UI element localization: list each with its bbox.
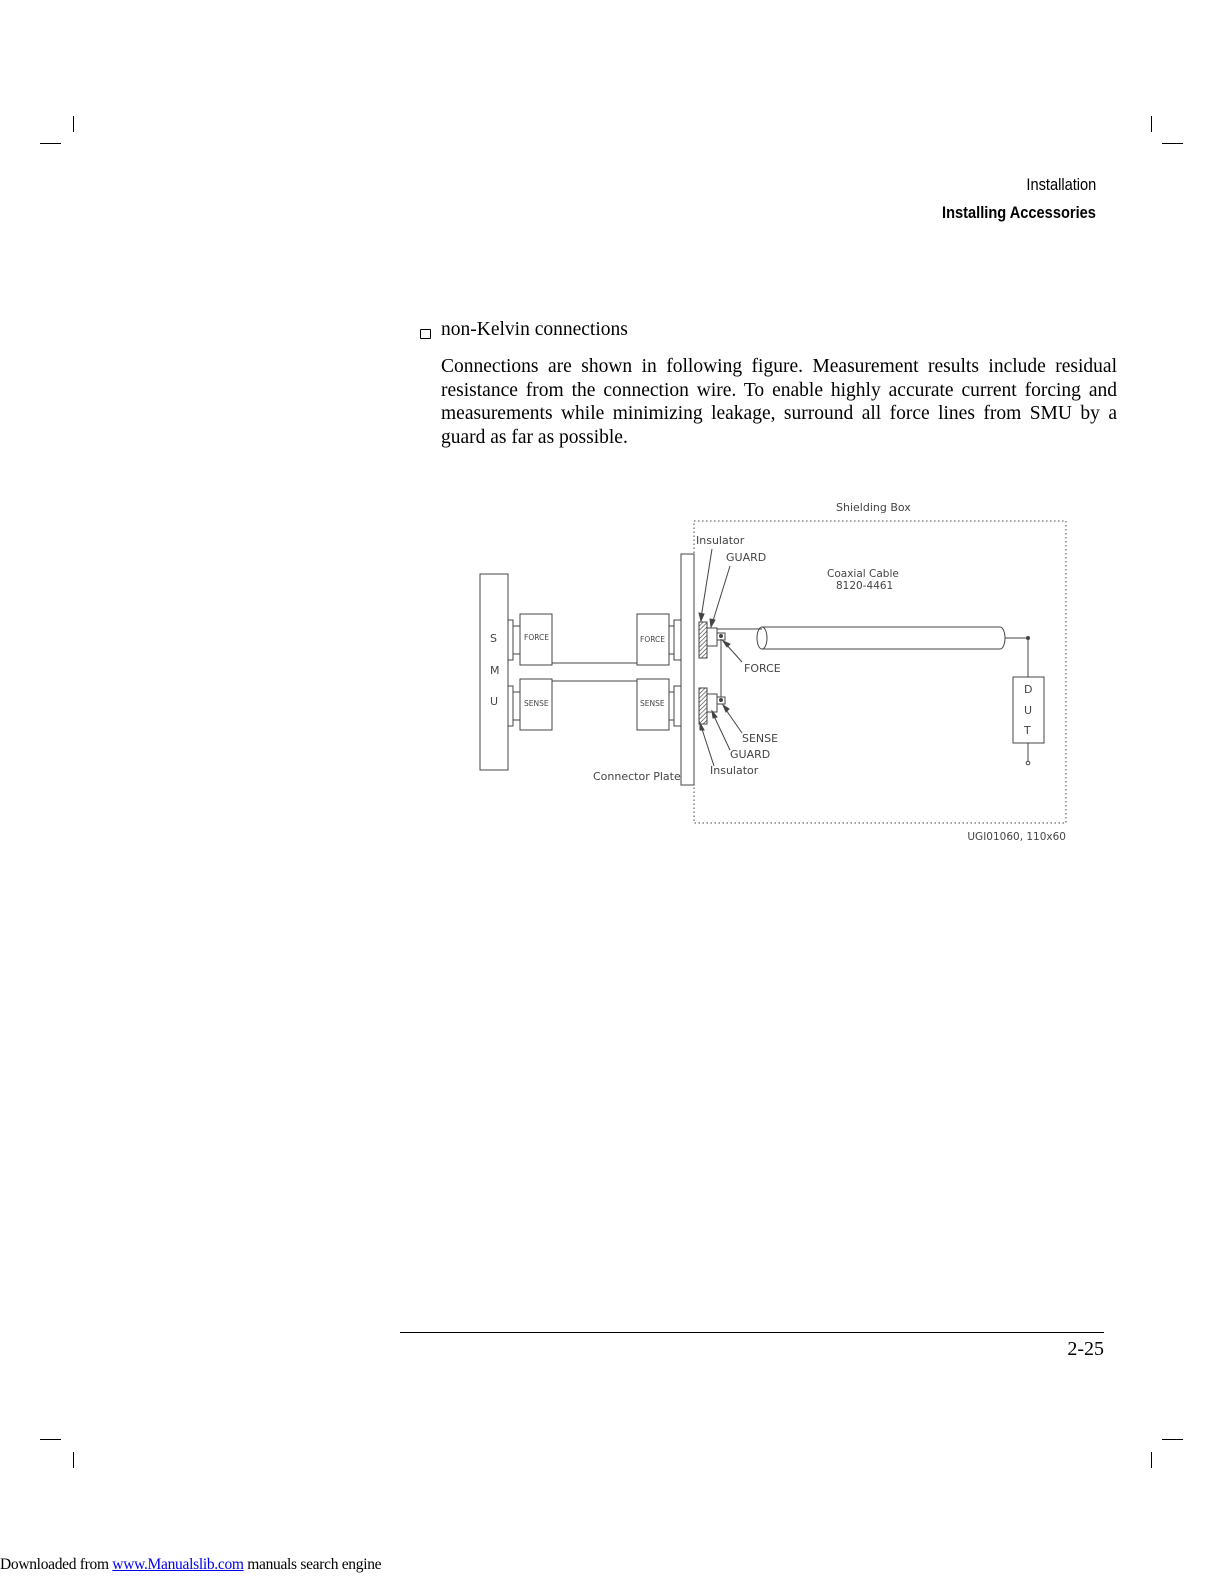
smu-letter-s: S [490,632,497,645]
guard-bottom-leader [713,714,730,750]
force-label-left: FORCE [524,633,550,642]
shielding-box-label: Shielding Box [836,501,911,514]
coax-end-right [1000,627,1005,649]
guard-bottom-label: GUARD [730,748,771,761]
page-number: 2-25 [1067,1338,1104,1360]
footer-rule [400,1332,1104,1333]
smu-force-jack [508,620,513,660]
sense-label-mid: SENSE [640,699,665,708]
force-callout-label: FORCE [744,662,781,675]
plate-sense-jack [674,686,681,726]
sense-label-left: SENSE [524,699,549,708]
sense-callout-arrowhead [723,705,729,712]
guard-top-leader [712,566,730,624]
force-callout-arrowhead [723,641,730,647]
insulator-top [699,622,707,658]
running-header-section: Installation [1026,175,1096,194]
crop-mark-bottom-right-v [1151,1452,1152,1468]
insulator-top-label: Insulator [696,534,745,547]
running-header-title: Installing Accessories [942,203,1096,222]
plate-force-jack-outer [669,626,674,654]
guard-fitting-bottom [707,694,717,712]
coax-part-number: 8120-4461 [836,580,894,592]
connector-plate [681,554,694,785]
footer-prefix: Downloaded from [0,1556,113,1573]
connector-plate-label: Connector Plate [593,770,681,783]
crop-mark-top-left-v [73,116,74,132]
crop-mark-bottom-right-h [1162,1439,1183,1440]
plate-sense-jack-outer [669,692,674,720]
insulator-bottom-leader [701,726,714,766]
crop-mark-bottom-left-v [73,1452,74,1468]
download-footer [0,1556,381,1574]
insulator-bottom [699,688,707,724]
sense-callout-label: SENSE [742,732,779,745]
figure-id: UGI01060, 110x60 [967,831,1066,843]
insulator-top-arrowhead [699,613,704,621]
connection-diagram [470,490,1070,845]
crop-mark-top-right-h [1162,143,1183,144]
dut-letter-u: U [1024,704,1033,717]
dut-bottom-terminal [1026,761,1030,765]
dut-letter-d: D [1024,683,1033,696]
footer-suffix: manuals search engine [243,1556,382,1573]
checkbox-bullet-icon [420,329,431,339]
coax-end-left [757,627,767,649]
insulator-top-leader [701,549,712,618]
body-paragraph: Connections are shown in following figure. Measurement results include residual resistance from the connection wire. To enable highly accurate current forcing and measurements while minimizing leakage, surround all force lines from SMU by a guard as far as possible. [441,356,1117,448]
insulator-bottom-label: Insulator [710,764,759,777]
smu-letter-m: M [490,664,500,677]
smu-sense-jack-inner [513,692,520,720]
force-label-mid: FORCE [640,635,666,644]
smu-force-jack-inner [513,626,520,654]
guard-fitting-top [707,628,717,646]
crop-mark-top-right-v [1151,116,1152,132]
dut-letter-t: T [1024,724,1031,737]
coax-cable-label: Coaxial Cable [827,568,899,580]
crop-mark-bottom-left-h [40,1439,61,1440]
crop-mark-top-left-h [40,143,61,144]
manualslib-link[interactable]: www.Manualslib.com [112,1556,244,1573]
guard-top-label: GUARD [726,551,767,564]
force-node-dot [720,635,723,638]
sense-node-dot [720,699,723,702]
guard-top-arrowhead [710,619,715,627]
bullet-heading: non-Kelvin connections [441,319,628,340]
smu-letter-u: U [490,695,499,708]
smu-sense-jack [508,686,513,726]
plate-force-jack [674,620,681,660]
